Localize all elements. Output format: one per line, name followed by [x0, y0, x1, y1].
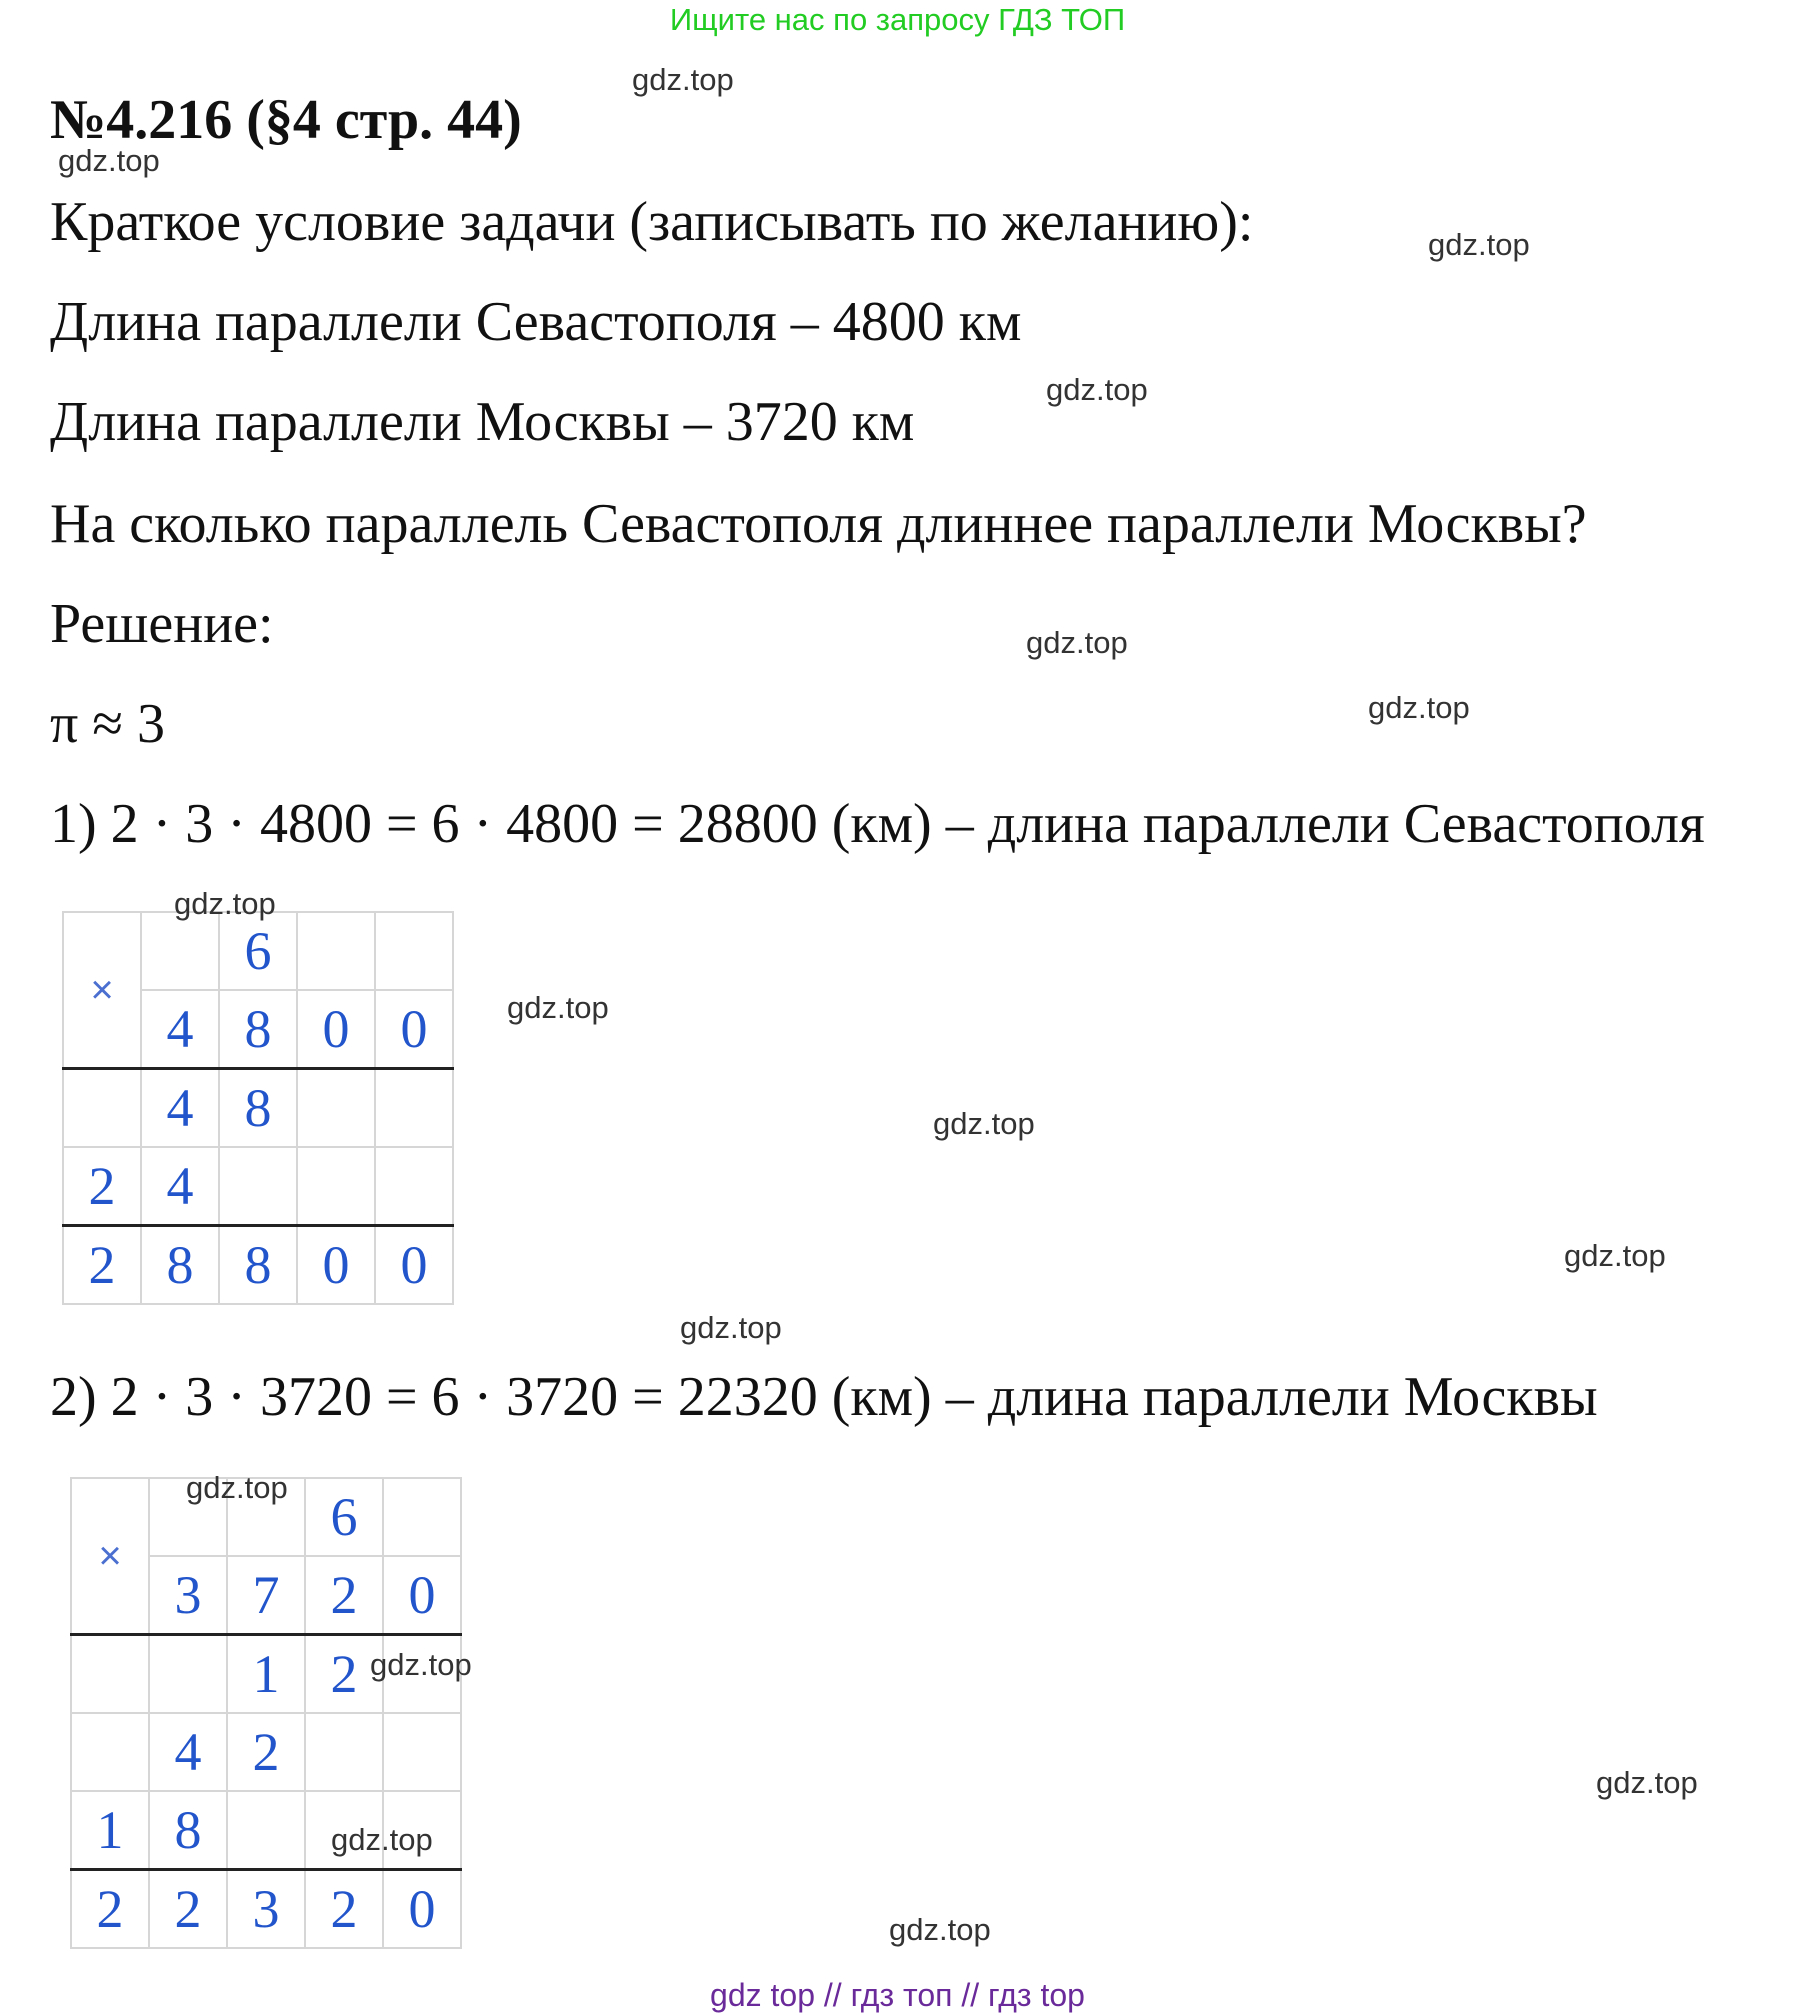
search-banner: Ищите нас по запросу ГДЗ ТОП [669, 2, 1126, 37]
solution-heading: Решение: [50, 593, 274, 655]
grid-cell: 1 [227, 1635, 305, 1714]
grid-cell: 6 [219, 912, 297, 990]
grid-cell [297, 1069, 375, 1148]
watermark: gdz.top [889, 1912, 991, 1947]
grid-cell: 2 [305, 1635, 383, 1714]
watermark: gdz.top [1368, 690, 1470, 725]
grid-cell: 0 [297, 1226, 375, 1305]
grid-cell: 4 [141, 1147, 219, 1226]
grid-cell [297, 1147, 375, 1226]
grid-cell [219, 1147, 297, 1226]
watermark: gdz.top [632, 62, 734, 97]
grid-cell [375, 1069, 453, 1148]
grid-cell [227, 1791, 305, 1870]
grid-cell: 0 [375, 1226, 453, 1305]
watermark: gdz.top [1428, 227, 1530, 262]
step-2: 2) 2 · 3 · 3720 = 6 · 3720 = 22320 (км) – длина параллели Москвы [50, 1366, 1598, 1428]
grid-cell [141, 912, 219, 990]
grid-cell: 1 [71, 1791, 149, 1870]
moscow-length: Длина параллели Москвы – 3720 км [50, 391, 915, 453]
watermark: gdz.top [933, 1106, 1035, 1141]
multiplication-grid-2 [70, 1477, 462, 1949]
grid-cell: 4 [141, 1069, 219, 1148]
grid-cell: 8 [219, 1069, 297, 1148]
grid-cell: 8 [219, 1226, 297, 1305]
grid-cell: 0 [383, 1556, 461, 1635]
grid-cell [375, 912, 453, 990]
grid-cell [305, 1713, 383, 1791]
task-title: №4.216 (§4 стр. 44) [50, 89, 522, 151]
multiply-sign: × [71, 1478, 149, 1635]
watermark: gdz.top [1046, 372, 1148, 407]
watermark: gdz.top [174, 886, 276, 921]
grid-cell [71, 1713, 149, 1791]
grid-cell: 2 [63, 1147, 141, 1226]
grid-cell: 8 [219, 990, 297, 1069]
watermark: gdz.top [507, 990, 609, 1025]
grid-cell [71, 1635, 149, 1714]
grid-cell: 6 [305, 1478, 383, 1556]
watermark: gdz.top [331, 1822, 433, 1857]
multiplication-grid-1 [62, 911, 454, 1305]
watermark: gdz.top [1026, 625, 1128, 660]
grid-cell [63, 1069, 141, 1148]
grid-cell: 2 [305, 1556, 383, 1635]
watermark: gdz.top [680, 1310, 782, 1345]
watermark: gdz.top [370, 1647, 472, 1682]
watermark: gdz.top [1596, 1765, 1698, 1800]
multiply-sign: × [63, 912, 141, 1069]
grid-cell: 2 [305, 1870, 383, 1949]
grid-cell [149, 1635, 227, 1714]
grid-cell: 2 [227, 1713, 305, 1791]
grid-cell: 4 [141, 990, 219, 1069]
grid-cell: 3 [149, 1556, 227, 1635]
grid-cell: 2 [149, 1870, 227, 1949]
grid-cell: 2 [63, 1226, 141, 1305]
grid-cell [375, 1147, 453, 1226]
pi-approximation: π ≈ 3 [50, 693, 166, 755]
condition-heading: Краткое условие задачи (записывать по желанию): [50, 191, 1254, 253]
grid-cell: 0 [383, 1870, 461, 1949]
sevastopol-length: Длина параллели Севастополя – 4800 км [50, 291, 1022, 353]
grid-cell: 0 [297, 990, 375, 1069]
question-text: На сколько параллель Севастополя длиннее параллели Москвы? [50, 493, 1587, 555]
watermark: gdz.top [1564, 1238, 1666, 1273]
grid-cell [383, 1478, 461, 1556]
grid-cell [383, 1713, 461, 1791]
grid-cell: 3 [227, 1870, 305, 1949]
grid-cell: 4 [149, 1713, 227, 1791]
grid-cell: 8 [141, 1226, 219, 1305]
grid-cell: 7 [227, 1556, 305, 1635]
watermark: gdz.top [58, 143, 160, 178]
grid-cell: 0 [375, 990, 453, 1069]
grid-cell: 2 [71, 1870, 149, 1949]
grid-cell: 8 [149, 1791, 227, 1870]
step-1: 1) 2 · 3 · 4800 = 6 · 4800 = 28800 (км) – длина параллели Севастополя [50, 793, 1705, 855]
watermark: gdz.top [186, 1470, 288, 1505]
footer-links[interactable]: gdz top // гдз топ // гдз top [710, 1977, 1085, 2013]
grid-cell [297, 912, 375, 990]
